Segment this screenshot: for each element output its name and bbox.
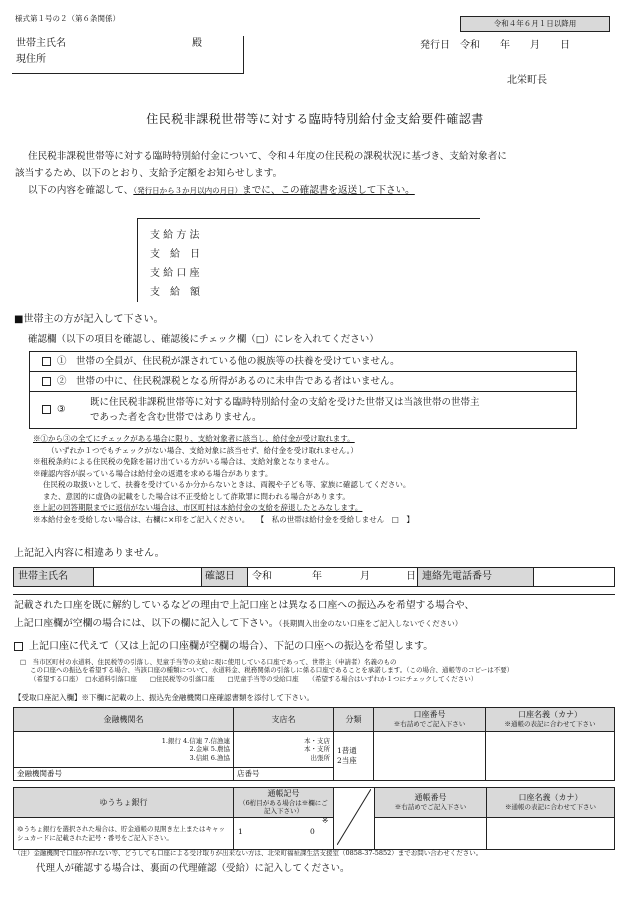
- y-holder-label: 口座名義（カナ）: [518, 793, 583, 803]
- h-holder-label: 口座名義（カナ）: [518, 709, 582, 719]
- bank-grid: [13, 707, 615, 781]
- account-change-sub3: [20, 675, 615, 683]
- y-number-label: 通帳番号: [414, 793, 447, 803]
- householder-label: 世帯主氏名: [16, 38, 66, 49]
- checkbox-1[interactable]: [42, 357, 51, 366]
- sign-name-label: 世帯主氏名: [14, 568, 94, 586]
- account-change-checkbox[interactable]: [14, 642, 23, 651]
- payment-date-label: 支 給 日: [150, 249, 200, 260]
- account-change-sub3b: （希望する場合はいずれか１つにチェックしてください）: [311, 674, 478, 683]
- bank-types[interactable]: 1.銀行 4.信連 7.信漁連 2.金庫 5.農協 3.信組 6.漁協: [14, 732, 234, 768]
- issue-date: 発行日 令和 年 月 日: [420, 40, 570, 51]
- sign-date-field[interactable]: [248, 568, 418, 586]
- deadline-prefix: 以下の内容を確認して、: [28, 185, 134, 196]
- note-3: ※租税条約による住民税の免除を届け出ている方がいる場合は、支給対象となりません。: [33, 457, 334, 466]
- footer-proxy: 代理人が確認する場合は、裏面の代理確認（受給）に記入してください。: [36, 863, 350, 874]
- sign-year: 年: [312, 571, 322, 582]
- sign-month: 月: [360, 571, 370, 582]
- form-number: 様式第１号の２（第６条関係）: [15, 14, 120, 23]
- y-digit-1: 1: [238, 827, 243, 837]
- item-3-text: [90, 395, 480, 425]
- page-title: 住民税非課税世帯等に対する臨時特別給付金支給要件確認書: [146, 112, 484, 126]
- sign-phone-field[interactable]: [534, 568, 614, 586]
- decline-checkbox[interactable]: 【 私の世帯は給付金を受給しません □ 】: [260, 514, 414, 524]
- y-holder-field[interactable]: [487, 818, 615, 850]
- item-1-text: 世帯の全員が、住民税が課されている他の親族等の扶養を受けていません。: [76, 356, 400, 367]
- payment-method-label: 支 給 方 法: [150, 230, 200, 241]
- honorific: 殿: [192, 38, 202, 49]
- checkbox-3[interactable]: [42, 405, 51, 414]
- check-instruction: 確認欄（以下の項目を確認し、確認後にチェック欄（□）にレを入れてください）: [28, 334, 379, 345]
- y-number-field[interactable]: [375, 818, 487, 850]
- y-blank: [334, 788, 375, 850]
- account-change-sub: [20, 658, 615, 683]
- note-4: ※確認内容が誤っている場合は給付金の返還を求める場合があります。: [33, 468, 273, 478]
- y-symbol-field[interactable]: [234, 818, 334, 850]
- yucho-table: [13, 787, 615, 850]
- account-change-line2a: 上記口座欄が空欄の場合には、以下の欄に記入して下さい。: [14, 618, 279, 629]
- yucho-grid: [13, 787, 615, 850]
- checkbox-2[interactable]: [42, 377, 51, 386]
- account-change-line2: [14, 618, 462, 630]
- check-notes: [33, 433, 414, 525]
- confirm-statement: 上記記入内容に相違ありません。: [14, 548, 165, 559]
- yucho-note: ゆうちょ銀行を選択された場合は、貯金通帳の見開き左上またはキャッシュカードに記載された記号・番号をご記入下さい。: [14, 818, 234, 850]
- divider: [13, 594, 615, 595]
- account-change-sub3a: （希望する口座） □水道料引落口座 □住民税等の引落口座 □児童手当等の受給口座: [30, 674, 299, 683]
- note-5: 住民税の取扱いとして、扶養を受けているか分からないときは、両親や子ども等、家族に確認してください。: [43, 480, 411, 489]
- account-change-line1: 記載された口座を既に解約しているなどの理由で上記口座とは異なる口座への振込みを希望する場合や、: [14, 600, 475, 611]
- account-change-line2b: （長期間入出金のない口座をご記入しないでください）: [278, 619, 463, 628]
- holder-name-field[interactable]: [486, 732, 615, 781]
- note-8-row: [33, 514, 414, 526]
- payment-info-labels: [150, 226, 200, 302]
- note-6: また、意図的に虚偽の記載をした場合は不正受給として詐欺罪に問われる場合があります。: [43, 491, 350, 501]
- item-3-num: ③: [57, 404, 66, 415]
- account-change-sub1: □ 当市区町村の水道料、住民税等の引落し、児童手当等の支給に現に使用している口座であって、世帯主（申請者）名義のもの: [20, 658, 397, 666]
- y-asterisk: ※: [322, 816, 329, 826]
- bank-table: [13, 707, 615, 781]
- householder-heading: ■世帯主の方が記入して下さい。: [14, 314, 164, 325]
- deadline-suffix: までに、この確認書を返送して下さい。: [242, 185, 415, 196]
- payment-amount-label: 支 給 額: [150, 287, 200, 298]
- note-7: ※上記の回答期限までに返信がない場合は、市区町村は本給付金の支給を辞退したとみなします。: [33, 503, 363, 512]
- check-item-3: [30, 392, 576, 428]
- sign-date-label: 確認日: [202, 568, 248, 586]
- payment-info-box: [137, 218, 480, 302]
- y-number-note: ※右詰めでご記入下さい: [394, 802, 467, 811]
- h-branch: 支店名: [234, 708, 334, 732]
- slash-mark: [337, 789, 371, 845]
- h-account-note: ※右詰めでご記入下さい: [393, 719, 466, 728]
- h-type: 分類: [334, 708, 374, 732]
- item-2-num: ②: [57, 376, 67, 387]
- signature-row: [13, 567, 615, 587]
- y-symbol-label: 通帳記号: [267, 788, 300, 798]
- sign-phone-label: 連絡先電話番号: [418, 568, 534, 586]
- intro-line2: 該当するため、以下のとおり、支給予定額をお知らせします。: [15, 168, 283, 179]
- bank-code-field[interactable]: 金融機関番号: [14, 768, 234, 781]
- address-label: 現住所: [16, 54, 46, 65]
- item-3-text-line1: 既に住民税非課税世帯等に対する臨時特別給付金の支給を受けた世帯又は当該世帯の世帯主: [90, 397, 480, 408]
- account-change-sub2: この口座への振込を希望する場合、当該口座の種類について、水道料金、税務関係の引落しに係る口座であることを承諾します。（この場合、通帳等のコピーは不要）: [30, 666, 514, 675]
- h-holder-note: ※通帳の表記に合わせて下さい: [504, 719, 596, 728]
- sign-name-field[interactable]: [94, 568, 202, 586]
- intro-line1: 住民税非課税世帯等に対する臨時特別給付金について、令和４年度の住民税の課税状況に基づき、支給対象者に: [28, 151, 507, 162]
- h-account: [374, 708, 486, 732]
- sign-era: 令和: [252, 571, 272, 582]
- payment-account-label: 支 給 口 座: [150, 268, 200, 279]
- check-item-2: [30, 372, 576, 392]
- check-item-1: [30, 352, 576, 372]
- y-digit-0: 0: [310, 827, 315, 837]
- account-types[interactable]: 1普通 2当座: [334, 732, 374, 781]
- note-2: （いずれか１つでもチェックがない場合、支給対象に該当せず、給付金を受け取れません。）: [47, 445, 358, 455]
- y-symbol-header: [234, 788, 334, 818]
- addressee-box: [12, 36, 244, 74]
- h-bank: 金融機関名: [14, 708, 234, 732]
- note-1: ※①から③の全てにチェックがある場合に限り、支給対象者に該当し、給付金が受け取れます。: [33, 434, 355, 443]
- item-3-lead: [42, 404, 66, 416]
- account-change-option: [14, 641, 433, 654]
- note-8: ※本給付金を受給しない場合は、右欄に×印をご記入ください。: [33, 514, 246, 524]
- check-items: [29, 351, 577, 429]
- issuer: 北栄町長: [507, 75, 547, 86]
- y-number-header: [375, 788, 487, 818]
- account-number-field[interactable]: [374, 732, 486, 781]
- y-holder-note: ※通帳の表記に合わせて下さい: [505, 802, 596, 811]
- branch-types[interactable]: 本・支店 本・支所 出張所: [234, 732, 334, 768]
- deadline-placeholder: （発行日から３か月以内の月日）: [133, 186, 243, 195]
- h-holder: [486, 708, 615, 732]
- item-3-text-line2: であった者を含む世帯ではありません。: [90, 412, 262, 423]
- yucho-label: ゆうちょ銀行: [14, 788, 234, 818]
- date-badge: 令和４年６月１日以降用: [460, 16, 610, 32]
- account-change-option-text: 上記口座に代えて（又は上記の口座欄が空欄の場合）、下記の口座への振込を希望します。: [29, 641, 434, 652]
- h-account-label: 口座番号: [413, 709, 446, 719]
- item-2-text: 世帯の中に、住民税課税となる所得があるのに未申告である者はいません。: [76, 376, 400, 387]
- branch-code-field[interactable]: 店番号: [234, 768, 334, 781]
- item-1-num: ①: [57, 356, 67, 367]
- y-holder-header: [487, 788, 615, 818]
- intro-line3: [28, 185, 415, 197]
- bank-form-heading: 【受取口座記入欄】※下欄に記載の上、振込先金融機関口座確認書類を添付して下さい。: [14, 693, 314, 702]
- sign-day: 日: [406, 571, 416, 582]
- footer-note: （注）金融機関で口座が作れない等、どうしても口座による受け取りが出来ない方は、北栄町福祉課生活支援室（0858-37-5852）までお問い合わせください。: [14, 849, 483, 857]
- y-symbol-note: （6桁目がある場合は※欄にご記入下さい）: [239, 798, 328, 816]
